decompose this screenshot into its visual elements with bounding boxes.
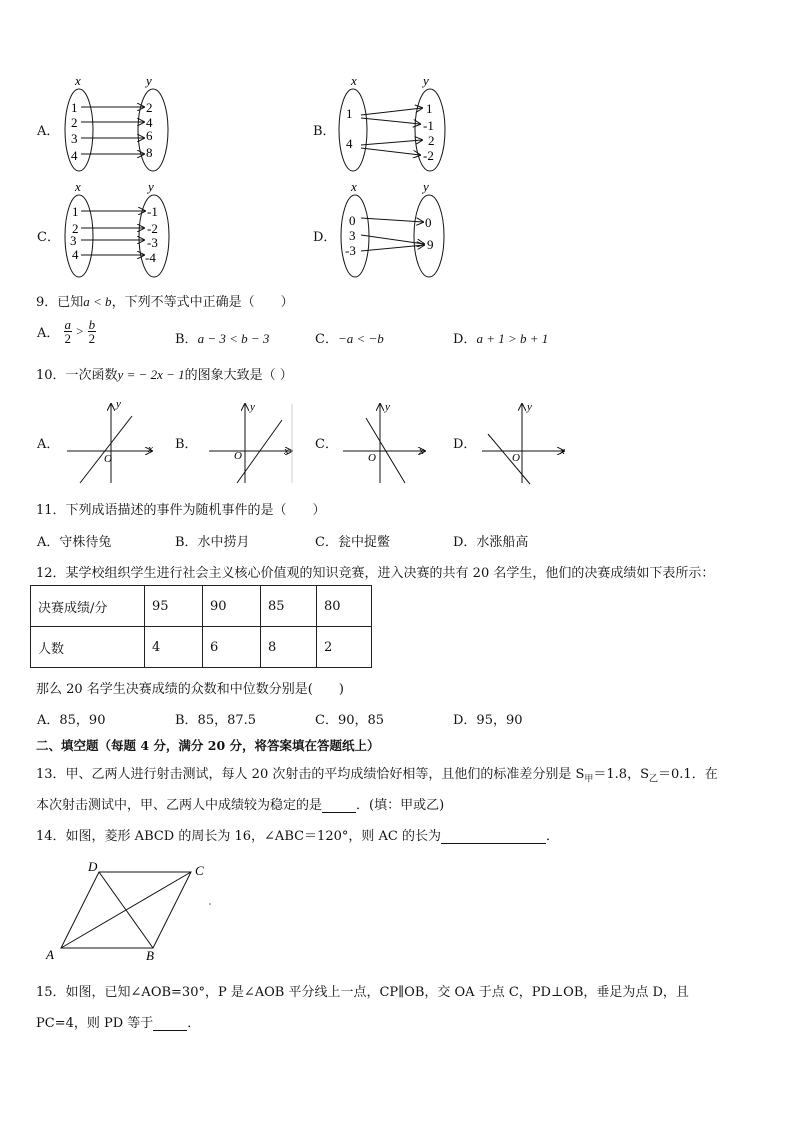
origin-label: O [512, 452, 520, 464]
q10-graph-b [204, 398, 304, 486]
x-set-label: x [75, 74, 81, 88]
vertex-label: A [46, 947, 54, 962]
q11-option-d[interactable]: D．水涨船高 [453, 535, 529, 550]
q14-stem: 14．如图，菱形 ABCD 的周长为 16，∠ABC＝120°，则 AC 的长为 ． [36, 829, 559, 844]
answer-blank[interactable] [322, 800, 356, 813]
y-set-label: y [148, 180, 154, 194]
q15-line1: 15．如图，已知∠AOB=30°，P 是∠AOB 平分线上一点，CP∥OB，交 OA 于点 C，PD⊥OB，垂足为点 D，且 [36, 985, 689, 1000]
q10-graph-a [62, 398, 162, 486]
vertex-label: D [88, 859, 98, 874]
axis-y-label: y [116, 398, 121, 410]
x-value: 3 [71, 131, 78, 146]
table-cell: 人数 [31, 627, 145, 668]
q12-question: 那么 20 名学生决赛成绩的众数和中位数分别是( ) [36, 682, 344, 697]
table-cell: 85 [261, 586, 317, 627]
y-value: -1 [423, 118, 434, 133]
table-cell: 决赛成绩/分 [31, 586, 145, 627]
q14-rhombus-figure [40, 855, 230, 967]
q9-option-d[interactable]: D．a + 1 > b + 1 [453, 331, 549, 347]
table-cell: 4 [145, 627, 203, 668]
x-value: 4 [71, 148, 78, 163]
q8-diagram-a [58, 74, 178, 176]
x-value: 1 [346, 106, 353, 121]
x-set-label: x [75, 180, 81, 194]
y-value: 2 [146, 100, 153, 115]
table-cell: 90 [203, 586, 261, 627]
q8-diagram-c [58, 180, 178, 282]
table-cell: 80 [317, 586, 372, 627]
x-value: 1 [71, 100, 78, 115]
table-row [31, 627, 372, 668]
y-value: -3 [147, 235, 158, 250]
q8-option-c-label: C． [37, 230, 60, 245]
table-row [31, 586, 372, 627]
q9-option-c[interactable]: C．−a < −b [315, 331, 384, 347]
q13-line2: 本次射击测试中，甲、乙两人中成绩较为稳定的是 ．(填：甲或乙) [36, 798, 445, 813]
y-value: -2 [147, 221, 158, 236]
y-value: 2 [428, 133, 435, 148]
q8-option-a-label: A． [37, 124, 60, 139]
x-value: 2 [72, 221, 79, 236]
origin-label: O [368, 452, 376, 464]
answer-blank[interactable] [441, 831, 546, 844]
y-value: 8 [146, 145, 153, 160]
y-value: -4 [145, 250, 156, 265]
answer-blank[interactable] [153, 1018, 187, 1031]
table-cell: 6 [203, 627, 261, 668]
x-set-label: x [351, 74, 357, 88]
q9-option-a[interactable]: A． $\frac{a}{2}$ > $\frac{b}{2}$ [37, 317, 96, 346]
q8-diagram-d [334, 180, 454, 282]
axis-x-label: x [148, 443, 153, 455]
x-value: 4 [346, 136, 353, 151]
q10-option-a-label[interactable]: A． [37, 437, 60, 452]
q10-stem: 10．一次函数y = − 2x − 1的图象大致是（ ） [36, 367, 293, 383]
score-table [30, 585, 372, 668]
q12-option-b[interactable]: B．85，87.5 [175, 713, 257, 728]
section-heading: 二、填空题（每题 4 分，满分 20 分，将答案填在答题纸上） [36, 738, 380, 753]
y-set-label: y [423, 74, 429, 88]
x-set-label: x [351, 180, 357, 194]
q11-option-b[interactable]: B．水中捞月 [175, 535, 250, 550]
q10-graph-d [478, 398, 578, 486]
q13-line1: 13．甲、乙两人进行射击测试，每人 20 次射击的平均成绩恰好相等，且他们的标准差分别是 $S_甲=1.8$，$S_乙=0.1$．在 [36, 767, 718, 785]
y-value: 9 [427, 237, 434, 252]
y-value: 0 [425, 215, 432, 230]
table-cell: 2 [317, 627, 372, 668]
table-cell: 8 [261, 627, 317, 668]
x-value: 4 [72, 247, 79, 262]
q10-option-b-label[interactable]: B． [175, 437, 198, 452]
q12-option-d[interactable]: D．95，90 [453, 713, 523, 728]
q10-option-c-label[interactable]: C． [315, 437, 338, 452]
x-value: 3 [349, 228, 356, 243]
y-value: -1 [147, 204, 158, 219]
q11-option-a[interactable]: A．守株待兔 [37, 535, 112, 550]
y-value: -2 [423, 148, 434, 163]
q12-option-c[interactable]: C．90，85 [315, 713, 385, 728]
y-value: 1 [426, 101, 433, 116]
origin-label: O [234, 450, 242, 462]
axis-x-label: x [419, 445, 424, 457]
x-value: 2 [71, 115, 78, 130]
q11-option-c[interactable]: C．瓮中捉鳖 [315, 535, 390, 550]
table-cell: 95 [145, 586, 203, 627]
q11-stem: 11．下列成语描述的事件为随机事件的是（ ） [36, 503, 326, 518]
vertex-label: B [146, 948, 154, 963]
q8-option-d-label: D． [313, 230, 337, 245]
q10-option-d-label[interactable]: D． [453, 437, 477, 452]
axis-y-label: y [527, 401, 532, 413]
q10-graph-c [339, 398, 439, 486]
vertex-label: C [195, 863, 204, 878]
x-value: 0 [349, 213, 356, 228]
x-value: -3 [345, 243, 356, 258]
q8-diagram-b [334, 74, 454, 176]
x-value: 1 [72, 204, 79, 219]
axis-y-label: y [250, 401, 255, 413]
y-value: 6 [146, 128, 153, 143]
q8-option-b-label: B． [313, 124, 336, 139]
q12-option-a[interactable]: A．85，90 [37, 713, 106, 728]
axis-x-label: x [284, 445, 289, 457]
y-value: 4 [146, 115, 153, 130]
axis-y-label: y [385, 401, 390, 413]
y-set-label: y [146, 74, 152, 88]
q12-stem: 12．某学校组织学生进行社会主义核心价值观的知识竞赛，进入决赛的共有 20 名学生，他们的决赛成绩如下表所示： [36, 566, 715, 581]
x-value: 3 [70, 233, 77, 248]
q9-stem: 9．已知a < b，下列不等式中正确是（ ） [36, 294, 294, 310]
y-set-label: y [423, 180, 429, 194]
q9-option-b[interactable]: B．a − 3 < b − 3 [175, 331, 270, 347]
axis-x-label: x [560, 445, 565, 457]
q15-line2: PC=4，则 PD 等于 ． [36, 1016, 201, 1031]
origin-label: O [104, 453, 112, 465]
